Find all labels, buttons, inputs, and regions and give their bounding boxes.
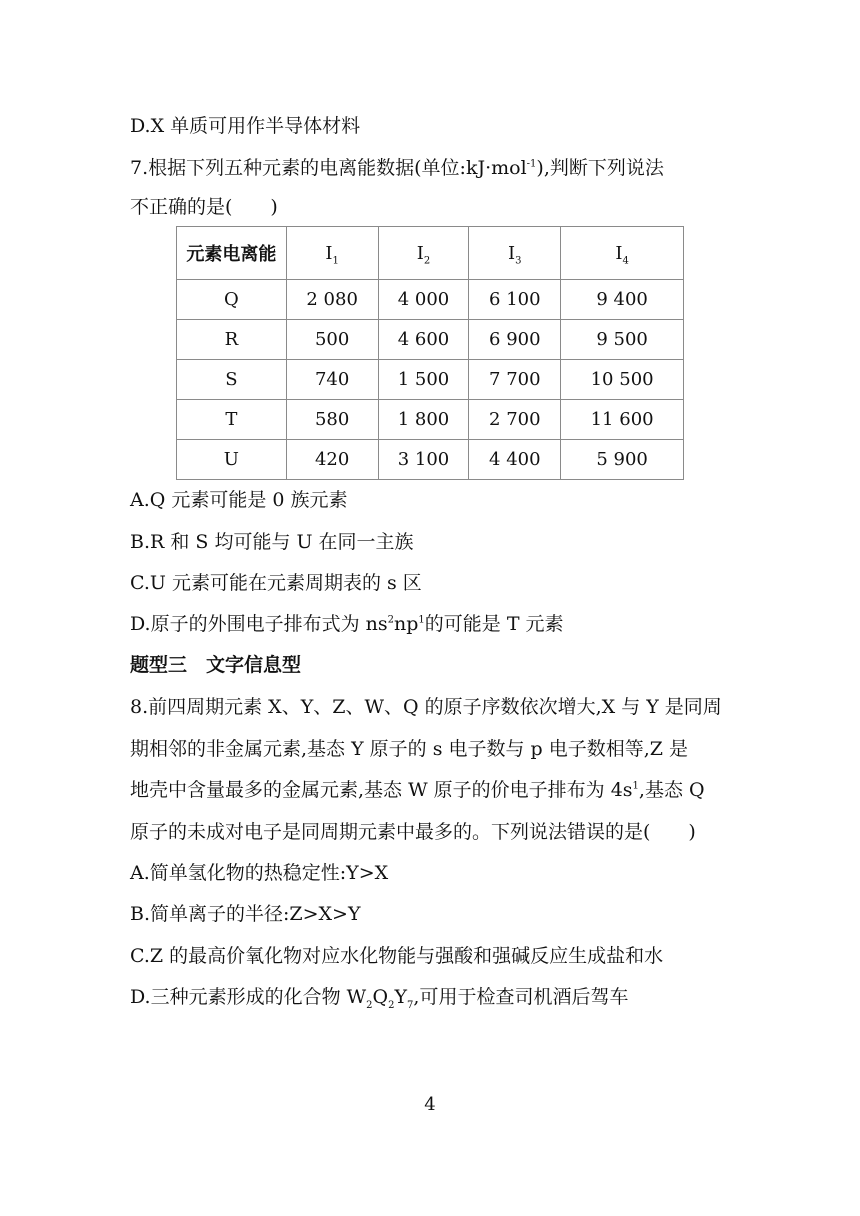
- row-element: Q: [177, 280, 287, 320]
- table-cell: 1 800: [378, 400, 469, 440]
- table-cell: 2 700: [469, 400, 561, 440]
- table-cell: 2 080: [286, 280, 378, 320]
- table-row: [177, 320, 684, 360]
- table-cell: 4 600: [378, 320, 469, 360]
- q7-option-c: C.U 元素可能在元素周期表的 s 区: [130, 572, 422, 594]
- q7-option-b: B.R 和 S 均可能与 U 在同一主族: [130, 531, 414, 553]
- header-i1: $I_1$: [286, 227, 378, 280]
- table-cell: 4 400: [469, 440, 561, 480]
- q7-stem-line1: 7.根据下列五种元素的电离能数据(单位:kJ·mol$^{-1}$),判断下列说法: [130, 157, 664, 179]
- table-cell: 10 500: [561, 360, 684, 400]
- table-cell: 1 500: [378, 360, 469, 400]
- row-element: R: [177, 320, 287, 360]
- table-cell: 9 400: [561, 280, 684, 320]
- table-row: [177, 440, 684, 480]
- table-cell: 6 900: [469, 320, 561, 360]
- table-cell: 580: [286, 400, 378, 440]
- q6-option-d: D.X 单质可用作半导体材料: [130, 115, 361, 137]
- table-row: [177, 280, 684, 320]
- page-number: 4: [424, 1094, 436, 1115]
- table-corner-header: 元素电离能: [177, 227, 287, 280]
- header-i4: $I_4$: [561, 227, 684, 280]
- table-cell: 9 500: [561, 320, 684, 360]
- q8-option-c: C.Z 的最高价氧化物对应水化物能与强酸和强碱反应生成盐和水: [130, 945, 664, 967]
- row-element: T: [177, 400, 287, 440]
- row-element: S: [177, 360, 287, 400]
- section-heading: 题型三 文字信息型: [130, 654, 302, 676]
- q8-stem-line2: 期相邻的非金属元素,基态 Y 原子的 s 电子数与 p 电子数相等,Z 是: [130, 738, 689, 760]
- table-cell: 420: [286, 440, 378, 480]
- row-element: U: [177, 440, 287, 480]
- q7-option-d: D.原子的外围电子排布式为 $ns^2np^1$的可能是 T 元素: [130, 613, 564, 635]
- q7-option-a: A.Q 元素可能是 0 族元素: [130, 489, 348, 511]
- header-i2: $I_2$: [378, 227, 469, 280]
- table-cell: 500: [286, 320, 378, 360]
- table-row: [177, 360, 684, 400]
- table-cell: 6 100: [469, 280, 561, 320]
- table-cell: 5 900: [561, 440, 684, 480]
- q8-stem-line1: 8.前四周期元素 X、Y、Z、W、Q 的原子序数依次增大,X 与 Y 是同周: [130, 696, 722, 718]
- table-row: [177, 400, 684, 440]
- table-cell: 740: [286, 360, 378, 400]
- q8-stem-line4: 原子的未成对电子是同周期元素中最多的。下列说法错误的是( ): [130, 821, 696, 843]
- table-cell: 11 600: [561, 400, 684, 440]
- q8-option-d: D.三种元素形成的化合物 $W_2Q_2Y_7$,可用于检查司机酒后驾车: [130, 986, 629, 1011]
- header-i3: $I_3$: [469, 227, 561, 280]
- ionization-energy-table: [176, 226, 684, 480]
- table-cell: 7 700: [469, 360, 561, 400]
- q8-option-a: A.简单氢化物的热稳定性:Y>X: [130, 862, 389, 884]
- q8-stem-line3: 地壳中含量最多的金属元素,基态 W 原子的价电子排布为 $4s^1$,基态 Q: [130, 779, 705, 801]
- table-cell: 3 100: [378, 440, 469, 480]
- table-cell: 4 000: [378, 280, 469, 320]
- table-header-row: [177, 227, 684, 280]
- q8-option-b: B.简单离子的半径:Z>X>Y: [130, 903, 361, 925]
- q7-stem-line2: 不正确的是( ): [130, 196, 278, 218]
